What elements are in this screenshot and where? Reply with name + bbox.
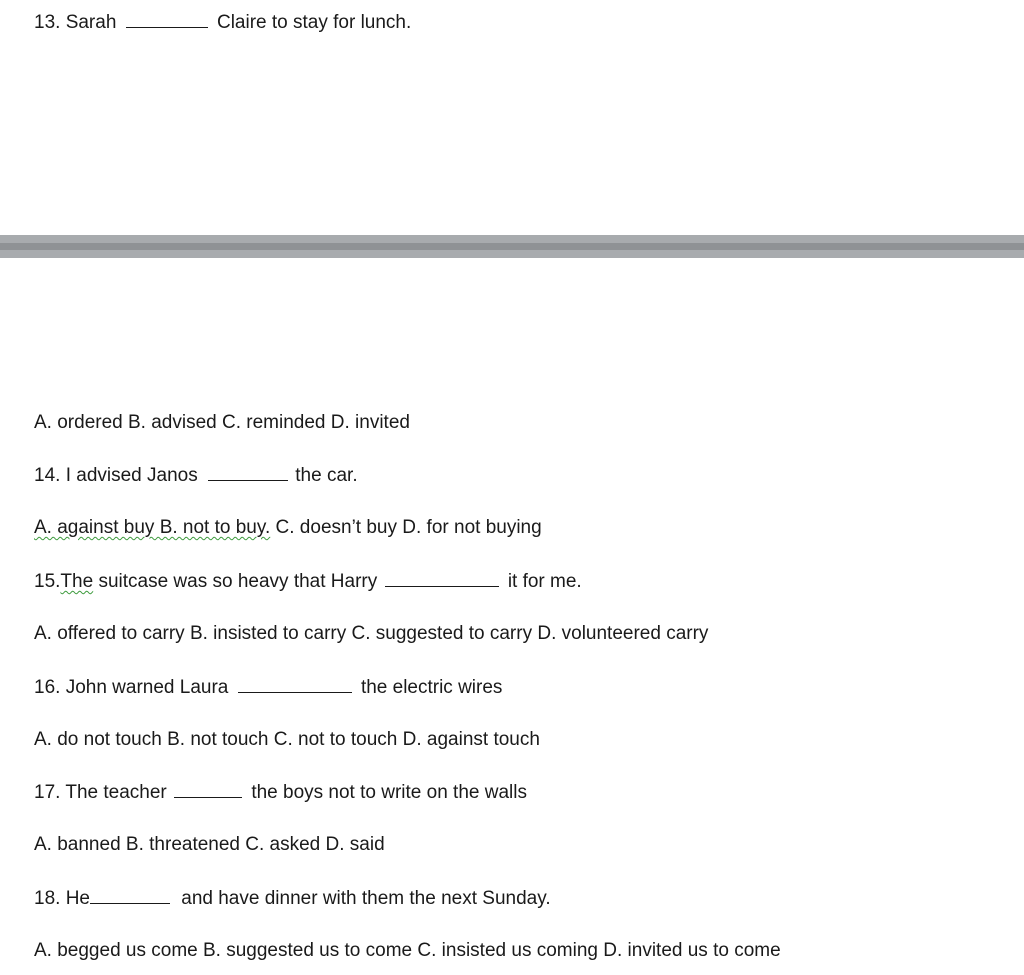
question-14-continuation: the car. (295, 465, 358, 486)
question-13-continuation: Claire to stay for lunch. (216, 12, 412, 33)
grammar-squiggle-text: The (60, 571, 94, 592)
answer-blank (174, 780, 242, 798)
question-13-options: A. ordered B. advised C. reminded D. invited (34, 412, 410, 433)
grammar-squiggle-text: A. against buy B. not to buy. (34, 517, 271, 538)
answer-blank (385, 569, 499, 587)
question-15-stem: suitcase was so heavy that Harry (93, 571, 378, 592)
page-break-divider (0, 235, 1024, 258)
question-17 (34, 780, 527, 805)
question-16-stem: 16. John warned Laura (34, 677, 229, 698)
answer-blank (238, 675, 352, 693)
question-16-continuation: the electric wires (360, 677, 503, 698)
question-14 (34, 463, 358, 488)
question-17-continuation: the boys not to write on the walls (251, 782, 527, 803)
question-14-stem: 14. I advised Janos (34, 465, 198, 486)
question-13 (34, 10, 411, 35)
question-18 (34, 886, 551, 911)
page-gap (0, 243, 1024, 250)
question-13-stem: 13. Sarah (34, 12, 117, 33)
options-text: C. doesn’t buy D. for not buying (270, 517, 542, 538)
question-number: 15. (34, 571, 61, 592)
question-15-options: A. offered to carry B. insisted to carry C. suggested to carry D. volunteered carry (34, 623, 709, 644)
question-16 (34, 675, 502, 700)
question-14-options (34, 516, 542, 540)
answer-blank (126, 10, 208, 28)
question-18-options: A. begged us come B. suggested us to come C. insisted us coming D. invited us to come (34, 940, 781, 961)
question-17-stem: 17. The teacher (34, 782, 167, 803)
answer-blank (208, 463, 288, 481)
answer-blank (90, 886, 170, 904)
question-15-continuation: it for me. (507, 571, 582, 592)
question-15 (34, 569, 582, 594)
question-16-options: A. do not touch B. not touch C. not to touch D. against touch (34, 729, 540, 750)
question-18-continuation: and have dinner with them the next Sunday. (181, 888, 551, 909)
question-18-stem: 18. He (34, 888, 90, 909)
question-17-options: A. banned B. threatened C. asked D. said (34, 834, 385, 855)
